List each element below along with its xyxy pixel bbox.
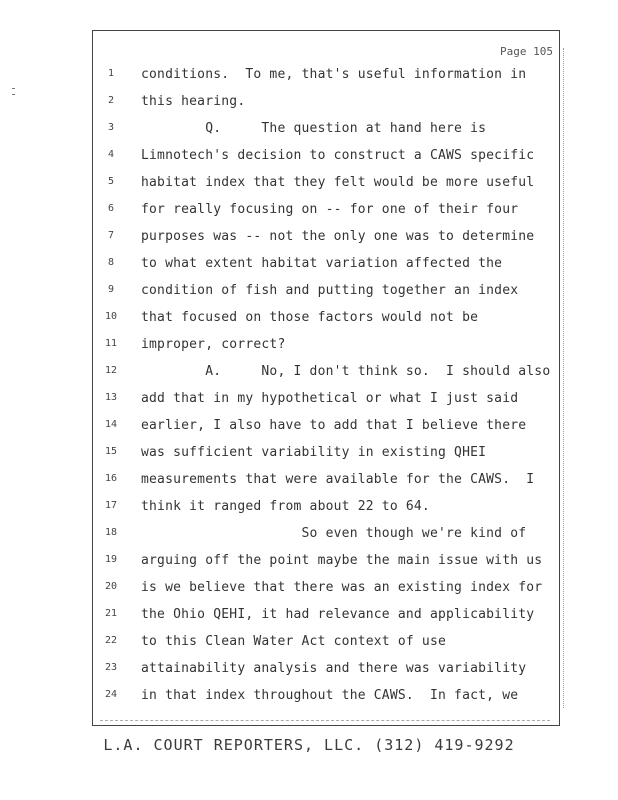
line-number: 14 bbox=[104, 419, 118, 430]
transcript-line bbox=[93, 632, 559, 659]
transcript-line bbox=[93, 659, 559, 686]
line-number: 21 bbox=[104, 608, 118, 619]
line-text: So even though we're kind of bbox=[141, 526, 527, 541]
scan-artifact-line bbox=[100, 720, 550, 722]
line-text: Limnotech's decision to construct a CAWS specific bbox=[141, 148, 535, 163]
line-text: in that index throughout the CAWS. In fact, we bbox=[141, 688, 519, 703]
line-number: 8 bbox=[107, 257, 115, 268]
transcript-line bbox=[93, 551, 559, 578]
line-number: 16 bbox=[104, 473, 118, 484]
line-number: 5 bbox=[107, 176, 115, 187]
transcript-page bbox=[92, 30, 560, 726]
transcript-line bbox=[93, 173, 559, 200]
line-text: the Ohio QEHI, it had relevance and applicability bbox=[141, 607, 535, 622]
line-number: 22 bbox=[104, 635, 118, 646]
line-number: 13 bbox=[104, 392, 118, 403]
line-number: 20 bbox=[104, 581, 118, 592]
transcript-line bbox=[93, 524, 559, 551]
line-text: was sufficient variability in existing QHEI bbox=[141, 445, 487, 460]
line-number: 24 bbox=[104, 689, 118, 700]
line-text: conditions. To me, that's useful information in bbox=[141, 67, 527, 82]
line-text: purposes was -- not the only one was to determine bbox=[141, 229, 535, 244]
line-number: 18 bbox=[104, 527, 118, 538]
transcript-line bbox=[93, 362, 559, 389]
line-text: habitat index that they felt would be more useful bbox=[141, 175, 535, 190]
line-text: improper, correct? bbox=[141, 337, 286, 352]
line-number: 6 bbox=[107, 203, 115, 214]
transcript-line bbox=[93, 578, 559, 605]
transcript-line bbox=[93, 443, 559, 470]
line-text: A. No, I don't think so. I should also bbox=[141, 364, 551, 379]
line-number: 19 bbox=[104, 554, 118, 565]
transcript-line bbox=[93, 200, 559, 227]
court-reporter-footer: L.A. COURT REPORTERS, LLC. (312) 419-9292 bbox=[103, 736, 515, 754]
line-number: 17 bbox=[104, 500, 118, 511]
line-text: this hearing. bbox=[141, 94, 246, 109]
line-number: 23 bbox=[104, 662, 118, 673]
line-number: 15 bbox=[104, 446, 118, 457]
margin-mark bbox=[12, 94, 15, 95]
transcript-line bbox=[93, 470, 559, 497]
transcript-line bbox=[93, 281, 559, 308]
transcript-line bbox=[93, 389, 559, 416]
margin-mark bbox=[12, 88, 15, 89]
line-number: 12 bbox=[104, 365, 118, 376]
transcript-line bbox=[93, 335, 559, 362]
line-number: 7 bbox=[107, 230, 115, 241]
transcript-line bbox=[93, 497, 559, 524]
line-number: 2 bbox=[107, 95, 115, 106]
line-number: 1 bbox=[107, 68, 115, 79]
line-number: 3 bbox=[107, 122, 115, 133]
transcript-line bbox=[93, 254, 559, 281]
line-number: 9 bbox=[107, 284, 115, 295]
line-text: condition of fish and putting together an index bbox=[141, 283, 519, 298]
page-edge-divider bbox=[563, 48, 565, 708]
line-text: arguing off the point maybe the main issue with us bbox=[141, 553, 543, 568]
line-text: that focused on those factors would not be bbox=[141, 310, 479, 325]
line-text: add that in my hypothetical or what I just said bbox=[141, 391, 519, 406]
line-text: earlier, I also have to add that I believe there bbox=[141, 418, 527, 433]
line-text: is we believe that there was an existing index for bbox=[141, 580, 543, 595]
transcript-line bbox=[93, 92, 559, 119]
transcript-line bbox=[93, 416, 559, 443]
line-number: 10 bbox=[104, 311, 118, 322]
transcript-line bbox=[93, 146, 559, 173]
transcript-line bbox=[93, 308, 559, 335]
line-text: measurements that were available for the CAWS. I bbox=[141, 472, 535, 487]
line-number: 4 bbox=[107, 149, 115, 160]
transcript-line bbox=[93, 605, 559, 632]
transcript-line bbox=[93, 119, 559, 146]
line-number: 11 bbox=[104, 338, 118, 349]
line-text: to what extent habitat variation affected the bbox=[141, 256, 503, 271]
line-text: attainability analysis and there was variability bbox=[141, 661, 527, 676]
page-number: Page 105 bbox=[500, 45, 553, 58]
line-text: for really focusing on -- for one of their four bbox=[141, 202, 519, 217]
line-text: to this Clean Water Act context of use bbox=[141, 634, 447, 649]
line-text: Q. The question at hand here is bbox=[141, 121, 487, 136]
transcript-line bbox=[93, 686, 559, 713]
transcript-line bbox=[93, 227, 559, 254]
transcript-line bbox=[93, 65, 559, 92]
line-text: think it ranged from about 22 to 64. bbox=[141, 499, 430, 514]
